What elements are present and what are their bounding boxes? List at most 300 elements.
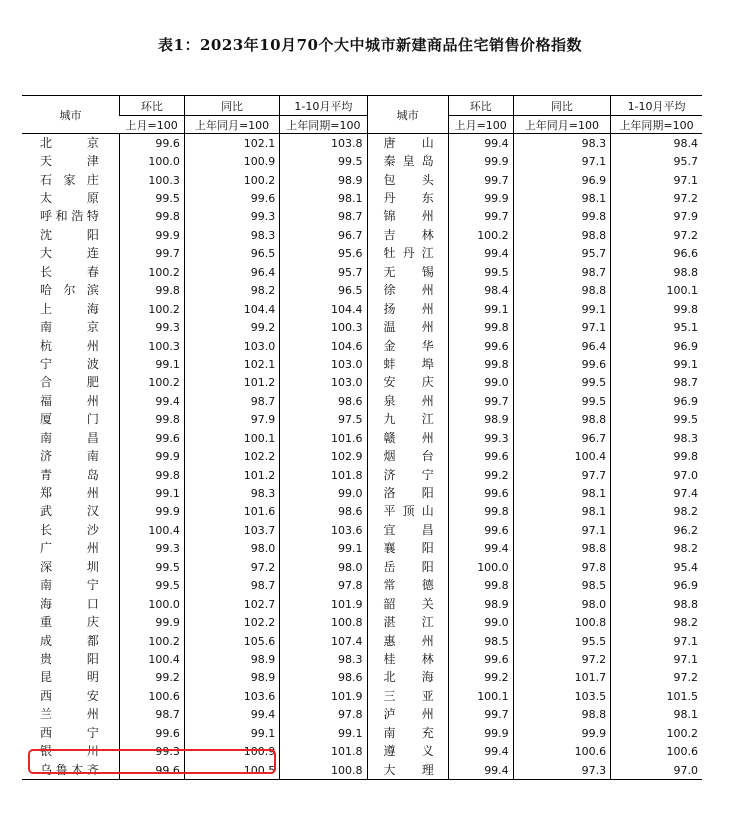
cell-yoy-right: 98.8	[513, 706, 610, 724]
cell-mom-left: 99.6	[119, 724, 184, 742]
cell-yoy-right: 98.8	[513, 411, 610, 429]
cell-yoy-left: 104.4	[184, 300, 279, 318]
header-avg-right: 1-10月平均	[611, 96, 702, 116]
cell-yoy-left: 99.6	[184, 189, 279, 207]
cell-mom-left: 99.3	[119, 540, 184, 558]
cell-city-right: 岳阳	[367, 558, 448, 576]
cell-yoy-right: 103.5	[513, 687, 610, 705]
cell-yoy-left: 101.6	[184, 503, 279, 521]
cell-mom-right: 99.8	[448, 577, 513, 595]
cell-mom-right: 99.1	[448, 300, 513, 318]
cell-yoy-right: 100.6	[513, 742, 610, 760]
cell-yoy-right: 96.4	[513, 337, 610, 355]
cell-mom-right: 99.9	[448, 152, 513, 170]
cell-yoy-right: 98.1	[513, 484, 610, 502]
cell-yoy-right: 97.2	[513, 650, 610, 668]
header-city-left: 城市	[22, 96, 119, 134]
cell-mom-right: 99.6	[448, 337, 513, 355]
cell-yoy-right: 99.6	[513, 355, 610, 373]
cell-city-left: 青岛	[40, 467, 99, 482]
cell-yoy-left: 102.7	[184, 595, 279, 613]
cell-avg-left: 95.6	[280, 245, 367, 263]
cell-mom-left: 100.0	[119, 595, 184, 613]
cell-yoy-left: 103.6	[184, 687, 279, 705]
cell-yoy-right: 98.8	[513, 282, 610, 300]
cell-mom-left: 99.8	[119, 208, 184, 226]
cell-city-left: 宁波	[40, 356, 99, 371]
cell-avg-left: 103.8	[280, 134, 367, 153]
cell-avg-left: 102.9	[280, 447, 367, 465]
cell-city-left: 福州	[40, 393, 99, 408]
cell-city-left: 海口	[40, 596, 99, 611]
cell-yoy-right: 99.9	[513, 724, 610, 742]
cell-yoy-right: 99.1	[513, 300, 610, 318]
cell-yoy-left: 101.2	[184, 466, 279, 484]
cell-city-right: 常德	[367, 577, 448, 595]
cell-yoy-right: 97.1	[513, 521, 610, 539]
cell-yoy-left: 101.2	[184, 374, 279, 392]
cell-city-left: 广州	[40, 541, 99, 556]
cell-mom-left: 100.2	[119, 374, 184, 392]
cell-mom-left: 99.5	[119, 189, 184, 207]
cell-city-left: 呼和浩特	[40, 209, 99, 224]
cell-avg-left: 100.8	[280, 613, 367, 631]
cell-avg-right: 100.1	[611, 282, 702, 300]
cell-avg-right: 96.9	[611, 577, 702, 595]
cell-city-left: 成都	[40, 633, 99, 648]
table-row	[22, 208, 702, 226]
cell-mom-left: 99.1	[119, 355, 184, 373]
cell-yoy-right: 98.7	[513, 263, 610, 281]
cell-avg-left: 95.7	[280, 263, 367, 281]
cell-yoy-right: 100.8	[513, 613, 610, 631]
cell-avg-right: 98.1	[611, 706, 702, 724]
cell-avg-left: 107.4	[280, 632, 367, 650]
cell-city-right: 襄阳	[367, 540, 448, 558]
cell-mom-left: 100.6	[119, 687, 184, 705]
table-row	[22, 374, 702, 392]
cell-yoy-left: 102.2	[184, 613, 279, 631]
cell-yoy-right: 96.9	[513, 171, 610, 189]
table-row	[22, 282, 702, 300]
cell-avg-right: 99.1	[611, 355, 702, 373]
cell-city-right: 泉州	[367, 392, 448, 410]
cell-city-left: 北京	[40, 135, 99, 150]
cell-mom-left: 99.8	[119, 282, 184, 300]
table-row	[22, 613, 702, 631]
cell-avg-right: 97.0	[611, 761, 702, 780]
cell-avg-right: 97.2	[611, 226, 702, 244]
cell-city-left: 杭州	[40, 338, 99, 353]
cell-mom-right: 99.6	[448, 447, 513, 465]
cell-avg-left: 97.8	[280, 577, 367, 595]
cell-yoy-left: 98.3	[184, 484, 279, 502]
cell-avg-right: 97.9	[611, 208, 702, 226]
cell-mom-left: 99.6	[119, 429, 184, 447]
cell-avg-right: 97.2	[611, 189, 702, 207]
table-row	[22, 484, 702, 502]
header-avg-left: 1-10月平均	[280, 96, 367, 116]
cell-mom-right: 99.7	[448, 208, 513, 226]
cell-yoy-left: 98.7	[184, 392, 279, 410]
header-city-right: 城市	[367, 96, 448, 134]
cell-yoy-left: 102.1	[184, 355, 279, 373]
table-row	[22, 300, 702, 318]
cell-mom-left: 99.4	[119, 392, 184, 410]
cell-city-right: 锦州	[367, 208, 448, 226]
cell-city-right: 济宁	[367, 466, 448, 484]
cell-yoy-left: 102.1	[184, 134, 279, 153]
cell-avg-left: 97.8	[280, 706, 367, 724]
cell-mom-left: 99.3	[119, 318, 184, 336]
cell-city-left: 西安	[40, 688, 99, 703]
cell-yoy-left: 100.2	[184, 171, 279, 189]
cell-city-right: 大理	[367, 761, 448, 780]
cell-yoy-right: 99.5	[513, 374, 610, 392]
cell-avg-right: 100.6	[611, 742, 702, 760]
cell-avg-left: 98.3	[280, 650, 367, 668]
cell-mom-left: 99.3	[119, 742, 184, 760]
cell-mom-right: 99.6	[448, 521, 513, 539]
table-title: 表1：2023年10月70个大中城市新建商品住宅销售价格指数	[158, 36, 582, 54]
table-row	[22, 650, 702, 668]
cell-mom-right: 99.3	[448, 429, 513, 447]
cell-avg-right: 97.4	[611, 484, 702, 502]
header-yoy-base-left: 上年同月=100	[184, 116, 279, 134]
cell-city-right: 平顶山	[367, 503, 448, 521]
cell-city-right: 韶关	[367, 595, 448, 613]
cell-city-right: 洛阳	[367, 484, 448, 502]
cell-mom-left: 99.9	[119, 226, 184, 244]
cell-avg-right: 97.2	[611, 669, 702, 687]
cell-city-left: 武汉	[40, 504, 99, 519]
cell-mom-left: 100.2	[119, 263, 184, 281]
cell-avg-right: 99.8	[611, 300, 702, 318]
table-row	[22, 245, 702, 263]
cell-city-right: 蚌埠	[367, 355, 448, 373]
cell-city-right: 吉林	[367, 226, 448, 244]
cell-yoy-right: 98.0	[513, 595, 610, 613]
cell-city-left: 厦门	[40, 412, 99, 427]
cell-yoy-right: 97.1	[513, 152, 610, 170]
cell-yoy-left: 100.9	[184, 152, 279, 170]
cell-avg-left: 99.0	[280, 484, 367, 502]
cell-mom-right: 99.6	[448, 484, 513, 502]
cell-city-right: 三亚	[367, 687, 448, 705]
cell-mom-right: 99.4	[448, 134, 513, 153]
cell-avg-right: 96.9	[611, 337, 702, 355]
cell-mom-right: 99.7	[448, 392, 513, 410]
cell-city-left: 长沙	[40, 522, 99, 537]
cell-city-right: 丹东	[367, 189, 448, 207]
cell-mom-right: 99.6	[448, 650, 513, 668]
cell-avg-left: 98.6	[280, 503, 367, 521]
cell-avg-left: 101.8	[280, 466, 367, 484]
cell-avg-right: 101.5	[611, 687, 702, 705]
table-row	[22, 761, 702, 780]
cell-mom-right: 99.5	[448, 263, 513, 281]
cell-avg-right: 97.1	[611, 650, 702, 668]
cell-avg-left: 99.1	[280, 724, 367, 742]
cell-city-left: 郑州	[40, 486, 99, 501]
cell-yoy-right: 98.5	[513, 577, 610, 595]
cell-mom-left: 99.1	[119, 484, 184, 502]
cell-mom-left: 100.4	[119, 650, 184, 668]
cell-avg-left: 98.0	[280, 558, 367, 576]
table-row	[22, 318, 702, 336]
cell-mom-right: 99.8	[448, 503, 513, 521]
cell-avg-right: 100.2	[611, 724, 702, 742]
cell-avg-right: 99.8	[611, 447, 702, 465]
cell-avg-left: 104.6	[280, 337, 367, 355]
table-row	[22, 355, 702, 373]
cell-yoy-right: 100.4	[513, 447, 610, 465]
cell-mom-left: 99.9	[119, 503, 184, 521]
header-avg-base-left: 上年同期=100	[280, 116, 367, 134]
cell-mom-left: 99.6	[119, 761, 184, 780]
cell-avg-right: 96.2	[611, 521, 702, 539]
cell-city-left: 南昌	[40, 430, 99, 445]
cell-avg-left: 99.5	[280, 152, 367, 170]
table-row	[22, 392, 702, 410]
cell-yoy-left: 98.9	[184, 650, 279, 668]
cell-avg-right: 95.7	[611, 152, 702, 170]
cell-mom-right: 99.7	[448, 171, 513, 189]
cell-mom-left: 99.9	[119, 613, 184, 631]
cell-yoy-left: 103.7	[184, 521, 279, 539]
cell-city-right: 惠州	[367, 632, 448, 650]
cell-city-right: 宜昌	[367, 521, 448, 539]
cell-city-left: 长春	[40, 264, 99, 279]
cell-avg-left: 98.9	[280, 171, 367, 189]
cell-mom-right: 99.0	[448, 374, 513, 392]
cell-mom-left: 100.3	[119, 171, 184, 189]
price-index-table	[22, 95, 702, 780]
cell-avg-right: 95.4	[611, 558, 702, 576]
cell-avg-left: 98.1	[280, 189, 367, 207]
cell-yoy-right: 98.1	[513, 503, 610, 521]
cell-yoy-left: 97.2	[184, 558, 279, 576]
header-mom-base-right: 上月=100	[448, 116, 513, 134]
cell-avg-right: 98.2	[611, 613, 702, 631]
cell-mom-left: 99.8	[119, 411, 184, 429]
table-row	[22, 134, 702, 153]
cell-yoy-left: 96.5	[184, 245, 279, 263]
cell-avg-right: 98.8	[611, 595, 702, 613]
cell-city-right: 湛江	[367, 613, 448, 631]
cell-avg-left: 103.0	[280, 374, 367, 392]
cell-city-right: 包头	[367, 171, 448, 189]
header-avg-base-right: 上年同期=100	[611, 116, 702, 134]
cell-avg-left: 101.6	[280, 429, 367, 447]
cell-city-left: 昆明	[40, 670, 99, 685]
cell-mom-left: 99.5	[119, 558, 184, 576]
cell-city-left: 沈阳	[40, 227, 99, 242]
cell-city-left: 哈尔滨	[40, 283, 99, 298]
cell-city-right: 烟台	[367, 447, 448, 465]
cell-mom-left: 99.7	[119, 245, 184, 263]
cell-yoy-right: 97.1	[513, 318, 610, 336]
cell-mom-left: 99.6	[119, 134, 184, 153]
cell-city-left: 深圳	[40, 559, 99, 574]
cell-avg-right: 98.3	[611, 429, 702, 447]
cell-yoy-left: 103.0	[184, 337, 279, 355]
cell-avg-right: 97.1	[611, 632, 702, 650]
cell-mom-left: 99.2	[119, 669, 184, 687]
cell-avg-left: 101.9	[280, 687, 367, 705]
cell-mom-right: 98.4	[448, 282, 513, 300]
cell-yoy-left: 96.4	[184, 263, 279, 281]
cell-avg-right: 98.2	[611, 540, 702, 558]
cell-mom-left: 100.0	[119, 152, 184, 170]
cell-city-left: 银川	[40, 744, 99, 759]
cell-city-right: 遵义	[367, 742, 448, 760]
cell-avg-left: 103.0	[280, 355, 367, 373]
cell-mom-right: 99.7	[448, 706, 513, 724]
cell-city-left: 上海	[40, 301, 99, 316]
cell-city-left: 大连	[40, 246, 99, 261]
cell-yoy-left: 98.7	[184, 577, 279, 595]
cell-avg-left: 96.7	[280, 226, 367, 244]
cell-mom-left: 99.8	[119, 466, 184, 484]
table-row	[22, 669, 702, 687]
table-row	[22, 503, 702, 521]
cell-city-left: 济南	[40, 449, 99, 464]
cell-yoy-right: 99.8	[513, 208, 610, 226]
cell-avg-left: 98.7	[280, 208, 367, 226]
cell-yoy-left: 102.2	[184, 447, 279, 465]
cell-yoy-right: 96.7	[513, 429, 610, 447]
cell-city-left: 石家庄	[40, 172, 99, 187]
cell-avg-left: 104.4	[280, 300, 367, 318]
cell-mom-right: 98.5	[448, 632, 513, 650]
header-mom-left: 环比	[119, 96, 184, 116]
cell-avg-left: 98.6	[280, 669, 367, 687]
cell-yoy-left: 99.1	[184, 724, 279, 742]
cell-city-left: 南京	[40, 320, 99, 335]
cell-city-right: 唐山	[367, 134, 448, 153]
cell-city-right: 秦皇岛	[367, 152, 448, 170]
table-row	[22, 706, 702, 724]
cell-avg-left: 101.9	[280, 595, 367, 613]
table-row	[22, 411, 702, 429]
table-row	[22, 466, 702, 484]
cell-mom-right: 100.0	[448, 558, 513, 576]
cell-city-right: 泸州	[367, 706, 448, 724]
cell-mom-right: 99.4	[448, 761, 513, 780]
cell-city-right: 北海	[367, 669, 448, 687]
cell-yoy-right: 98.3	[513, 134, 610, 153]
cell-mom-right: 98.9	[448, 411, 513, 429]
cell-mom-right: 99.2	[448, 669, 513, 687]
cell-yoy-right: 98.1	[513, 189, 610, 207]
cell-mom-right: 99.4	[448, 245, 513, 263]
cell-city-right: 安庆	[367, 374, 448, 392]
header-yoy-left: 同比	[184, 96, 279, 116]
cell-city-right: 金华	[367, 337, 448, 355]
table-row	[22, 171, 702, 189]
cell-avg-right: 97.0	[611, 466, 702, 484]
cell-city-left: 合肥	[40, 375, 99, 390]
cell-yoy-left: 99.2	[184, 318, 279, 336]
cell-yoy-left: 97.9	[184, 411, 279, 429]
cell-mom-left: 100.2	[119, 300, 184, 318]
cell-avg-left: 100.8	[280, 761, 367, 780]
cell-mom-right: 99.0	[448, 613, 513, 631]
table-row	[22, 337, 702, 355]
cell-yoy-left: 98.9	[184, 669, 279, 687]
cell-city-left: 太原	[40, 191, 99, 206]
table-row	[22, 742, 702, 760]
cell-city-left: 西宁	[40, 725, 99, 740]
cell-avg-right: 98.8	[611, 263, 702, 281]
table-row	[22, 152, 702, 170]
cell-city-right: 南充	[367, 724, 448, 742]
cell-mom-right: 100.2	[448, 226, 513, 244]
cell-yoy-left: 100.1	[184, 429, 279, 447]
cell-yoy-left: 105.6	[184, 632, 279, 650]
cell-avg-left: 100.3	[280, 318, 367, 336]
cell-avg-right: 95.1	[611, 318, 702, 336]
cell-city-right: 扬州	[367, 300, 448, 318]
cell-city-right: 牡丹江	[367, 245, 448, 263]
cell-mom-left: 99.9	[119, 447, 184, 465]
cell-mom-right: 98.9	[448, 595, 513, 613]
table-row	[22, 263, 702, 281]
table-row	[22, 687, 702, 705]
cell-avg-right: 97.1	[611, 171, 702, 189]
table-row	[22, 595, 702, 613]
cell-city-left: 兰州	[40, 707, 99, 722]
cell-mom-left: 100.3	[119, 337, 184, 355]
table-row	[22, 226, 702, 244]
cell-yoy-left: 100.9	[184, 742, 279, 760]
cell-yoy-right: 99.5	[513, 392, 610, 410]
cell-avg-left: 96.5	[280, 282, 367, 300]
table-row	[22, 447, 702, 465]
cell-avg-left: 101.8	[280, 742, 367, 760]
cell-yoy-left: 98.0	[184, 540, 279, 558]
cell-city-right: 徐州	[367, 282, 448, 300]
cell-mom-left: 100.4	[119, 521, 184, 539]
cell-mom-right: 99.4	[448, 742, 513, 760]
cell-city-left: 重庆	[40, 615, 99, 630]
table-row	[22, 189, 702, 207]
cell-avg-left: 99.1	[280, 540, 367, 558]
cell-yoy-right: 95.7	[513, 245, 610, 263]
header-yoy-base-right: 上年同月=100	[513, 116, 610, 134]
cell-yoy-right: 97.7	[513, 466, 610, 484]
cell-mom-right: 100.1	[448, 687, 513, 705]
cell-mom-right: 99.9	[448, 189, 513, 207]
cell-city-right: 赣州	[367, 429, 448, 447]
cell-yoy-right: 101.7	[513, 669, 610, 687]
cell-city-right: 桂林	[367, 650, 448, 668]
cell-city-right: 无锡	[367, 263, 448, 281]
table-row	[22, 540, 702, 558]
cell-yoy-left: 100.5	[184, 761, 279, 780]
cell-avg-right: 99.5	[611, 411, 702, 429]
cell-city-left: 天津	[40, 154, 99, 169]
cell-mom-right: 99.8	[448, 318, 513, 336]
cell-avg-left: 98.6	[280, 392, 367, 410]
cell-yoy-right: 98.8	[513, 540, 610, 558]
table-row	[22, 429, 702, 447]
cell-yoy-left: 99.4	[184, 706, 279, 724]
cell-avg-left: 103.6	[280, 521, 367, 539]
cell-yoy-left: 98.2	[184, 282, 279, 300]
header-mom-base-left: 上月=100	[119, 116, 184, 134]
